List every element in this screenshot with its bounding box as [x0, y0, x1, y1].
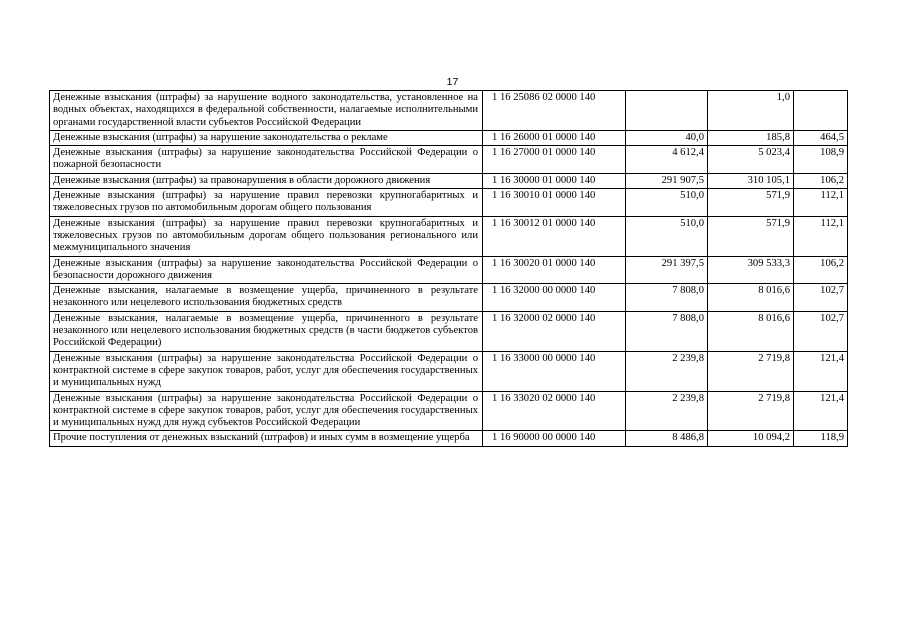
row-description: Денежные взыскания (штрафы) за нарушение правил перевозки крупногабаритных и тяжеловесных грузов по автомобильным дорогам общего пользования: [50, 189, 483, 217]
row-code: 1 16 25086 02 0000 140: [483, 91, 626, 131]
row-value-3: 108,9: [794, 146, 848, 174]
table-row: [50, 146, 848, 174]
table-row: [50, 284, 848, 312]
row-value-2: 8 016,6: [708, 284, 794, 312]
row-description: Денежные взыскания (штрафы) за правонарушения в области дорожного движения: [50, 173, 483, 188]
row-code: 1 16 30020 01 0000 140: [483, 256, 626, 284]
row-value-2: 1,0: [708, 91, 794, 131]
row-value-3: 464,5: [794, 130, 848, 145]
row-value-3: 118,9: [794, 431, 848, 446]
row-description: Денежные взыскания, налагаемые в возмещение ущерба, причиненного в результате незаконного или нецелевого использования бюджетных средств (в части бюджетов субъектов Российской Федерации): [50, 311, 483, 351]
row-value-3: 121,4: [794, 391, 848, 431]
row-value-1: 40,0: [626, 130, 708, 145]
page-number: 17: [446, 76, 459, 88]
row-value-3: 112,1: [794, 216, 848, 256]
row-description: Денежные взыскания (штрафы) за нарушение законодательства Российской Федерации о пожарной безопасности: [50, 146, 483, 174]
row-value-2: 5 023,4: [708, 146, 794, 174]
row-value-1: 8 486,8: [626, 431, 708, 446]
row-value-1: 510,0: [626, 216, 708, 256]
row-description: Денежные взыскания (штрафы) за нарушение водного законодательства, установленное на водных объектах, находящихся в федеральной собственности, налагаемые исполнительными органами государственной власти субъектов Российской Федерации: [50, 91, 483, 131]
row-description: Денежные взыскания (штрафы) за нарушение законодательства Российской Федерации о безопасности дорожного движения: [50, 256, 483, 284]
row-value-2: 2 719,8: [708, 391, 794, 431]
row-description: Денежные взыскания (штрафы) за нарушение правил перевозки крупногабаритных и тяжеловесных грузов по автомобильным дорогам общего пользования регионального или межмуниципального значения: [50, 216, 483, 256]
row-code: 1 16 30010 01 0000 140: [483, 189, 626, 217]
row-value-3: [794, 91, 848, 131]
row-value-2: 571,9: [708, 189, 794, 217]
row-description: Денежные взыскания (штрафы) за нарушение законодательства Российской Федерации о контрактной системе в сфере закупок товаров, работ, услуг для обеспечения государственных и муниципальных нужд для нужд субъектов Российской Федерации: [50, 391, 483, 431]
row-value-1: 4 612,4: [626, 146, 708, 174]
row-value-1: 291 397,5: [626, 256, 708, 284]
row-value-3: 112,1: [794, 189, 848, 217]
row-value-2: 310 105,1: [708, 173, 794, 188]
row-value-2: 10 094,2: [708, 431, 794, 446]
table-row: [50, 130, 848, 145]
row-value-3: 102,7: [794, 311, 848, 351]
row-description: Денежные взыскания (штрафы) за нарушение законодательства Российской Федерации о контрактной системе в сфере закупок товаров, работ, услуг для обеспечения государственных и муниципальных нужд: [50, 351, 483, 391]
row-value-2: 2 719,8: [708, 351, 794, 391]
table-row: [50, 216, 848, 256]
row-code: 1 16 32000 02 0000 140: [483, 311, 626, 351]
table-row: [50, 351, 848, 391]
table-row: [50, 391, 848, 431]
row-value-1: 2 239,8: [626, 351, 708, 391]
row-value-1: 510,0: [626, 189, 708, 217]
row-value-2: 185,8: [708, 130, 794, 145]
row-value-3: 106,2: [794, 256, 848, 284]
row-value-2: 309 533,3: [708, 256, 794, 284]
row-description: Прочие поступления от денежных взысканий (штрафов) и иных сумм в возмещение ущерба: [50, 431, 483, 446]
row-value-1: 291 907,5: [626, 173, 708, 188]
table-row: [50, 431, 848, 446]
row-code: 1 16 32000 00 0000 140: [483, 284, 626, 312]
row-value-1: 7 808,0: [626, 284, 708, 312]
table-row: [50, 189, 848, 217]
row-value-2: 571,9: [708, 216, 794, 256]
row-code: 1 16 26000 01 0000 140: [483, 130, 626, 145]
row-code: 1 16 33000 00 0000 140: [483, 351, 626, 391]
row-code: 1 16 30000 01 0000 140: [483, 173, 626, 188]
row-value-2: 8 016,6: [708, 311, 794, 351]
row-value-1: [626, 91, 708, 131]
row-value-3: 121,4: [794, 351, 848, 391]
table-row: [50, 311, 848, 351]
table-row: [50, 256, 848, 284]
row-description: Денежные взыскания, налагаемые в возмещение ущерба, причиненного в результате незаконного или нецелевого использования бюджетных средств: [50, 284, 483, 312]
table-row: [50, 173, 848, 188]
table-row: [50, 91, 848, 131]
row-value-1: 2 239,8: [626, 391, 708, 431]
row-code: 1 16 33020 02 0000 140: [483, 391, 626, 431]
revenue-table: [49, 90, 848, 447]
row-value-3: 106,2: [794, 173, 848, 188]
row-value-3: 102,7: [794, 284, 848, 312]
row-value-1: 7 808,0: [626, 311, 708, 351]
row-code: 1 16 27000 01 0000 140: [483, 146, 626, 174]
row-description: Денежные взыскания (штрафы) за нарушение законодательства о рекламе: [50, 130, 483, 145]
row-code: 1 16 90000 00 0000 140: [483, 431, 626, 446]
row-code: 1 16 30012 01 0000 140: [483, 216, 626, 256]
